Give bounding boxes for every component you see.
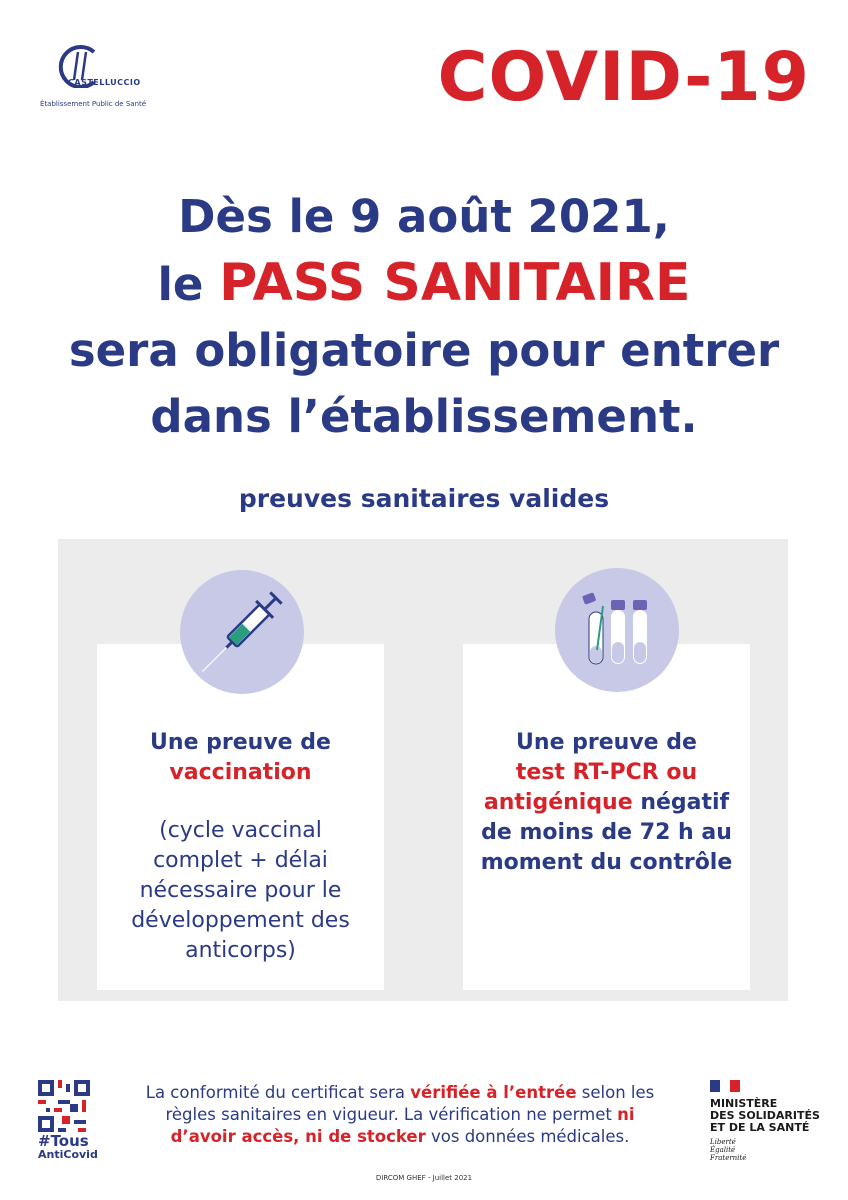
headline-line-4: dans l’établissement. bbox=[150, 390, 698, 443]
pass-sanitaire-highlight: PASS SANITAIRE bbox=[219, 253, 691, 313]
footer-note bbox=[140, 1082, 660, 1148]
antigenique-highlight: antigénique bbox=[483, 790, 633, 815]
motto-line: Liberté bbox=[710, 1138, 736, 1146]
vaccination-heading-line: Une preuve de bbox=[150, 730, 331, 755]
ministry-name-line: DES SOLIDARITÉS bbox=[710, 1109, 820, 1122]
footer-text: selon les règles sanitaires en vigueur. La vérification ne permet bbox=[165, 1083, 655, 1124]
ministry-name-line: MINISTÈRE bbox=[710, 1097, 778, 1110]
negatif-text: négatif bbox=[632, 790, 730, 815]
logo-subtitle: Établissement Public de Santé bbox=[40, 100, 147, 108]
vaccination-detail-line: anticorps) bbox=[185, 938, 296, 963]
headline-line-1: Dès le 9 août 2021, bbox=[178, 190, 670, 243]
ministry-name-line: ET DE LA SANTÉ bbox=[710, 1121, 810, 1134]
headline-prefix: le bbox=[157, 258, 220, 311]
hashtag-line-1: #Tous bbox=[38, 1132, 89, 1150]
page-title: COVID-19 bbox=[437, 38, 810, 117]
syringe-icon bbox=[180, 570, 304, 694]
footer-emphasis: ni d’avoir accès, ni de stocker bbox=[170, 1105, 635, 1146]
test-tubes-icon bbox=[555, 568, 679, 692]
test-heading bbox=[463, 728, 750, 878]
tous-anticovid-tag bbox=[38, 1134, 98, 1162]
vaccination-card bbox=[97, 644, 384, 990]
ministry-name bbox=[710, 1098, 830, 1134]
headline-line-2 bbox=[0, 250, 848, 318]
motto-line: Égalité bbox=[710, 1146, 736, 1154]
vaccination-details bbox=[97, 816, 384, 966]
logo-name: CASTELLUCCIO bbox=[68, 78, 141, 87]
hospital-logo bbox=[40, 38, 150, 118]
vaccination-detail-line: nécessaire pour le bbox=[139, 878, 342, 903]
test-highlight: test RT-PCR ou bbox=[515, 760, 698, 785]
test-heading-line-3 bbox=[463, 788, 750, 818]
qr-code[interactable] bbox=[38, 1080, 90, 1132]
hashtag-line-2: AntiCovid bbox=[38, 1148, 98, 1161]
test-heading-line-5: moment du contrôle bbox=[480, 850, 733, 875]
vaccination-detail-line: (cycle vaccinal bbox=[159, 818, 322, 843]
footer-text: vos données médicales. bbox=[425, 1127, 630, 1146]
headline bbox=[0, 184, 848, 450]
republic-motto bbox=[710, 1138, 830, 1162]
vaccination-highlight: vaccination bbox=[169, 760, 312, 785]
footer-text: La conformité du certificat sera bbox=[145, 1083, 411, 1102]
french-flag-icon bbox=[710, 1080, 740, 1092]
vaccination-detail-line: développement des bbox=[131, 908, 350, 933]
test-heading-line-4: de moins de 72 h au bbox=[481, 820, 732, 845]
proofs-title: preuves sanitaires valides bbox=[238, 484, 610, 513]
test-heading-line: Une preuve de bbox=[516, 730, 697, 755]
ministry-logo bbox=[710, 1080, 830, 1162]
credit-line: DIRCOM GHEF - Juillet 2021 bbox=[375, 1174, 473, 1182]
vaccination-heading bbox=[97, 728, 384, 788]
vaccination-detail-line: complet + délai bbox=[153, 848, 328, 873]
headline-line-3: sera obligatoire pour entrer bbox=[68, 324, 780, 377]
footer-emphasis: vérifiée à l’entrée bbox=[410, 1083, 577, 1102]
test-card bbox=[463, 644, 750, 990]
motto-line: Fraternité bbox=[710, 1154, 747, 1162]
